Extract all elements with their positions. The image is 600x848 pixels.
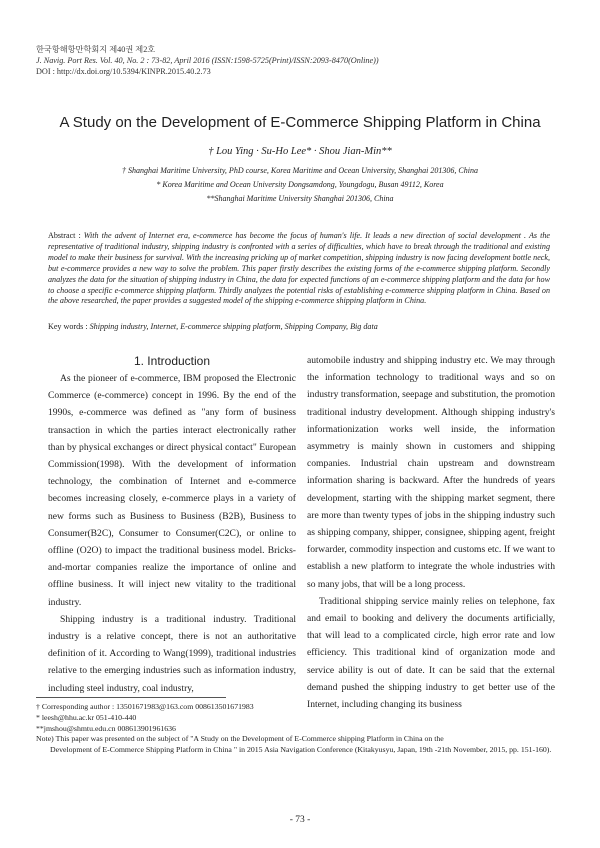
footnotes — [36, 702, 556, 756]
abstract — [48, 231, 550, 307]
right-column — [307, 352, 555, 713]
keywords-text: Shipping industry, Internet, E-commerce shipping platform, Shipping Company, Big data — [89, 322, 378, 331]
page-number: - 73 - — [289, 815, 311, 825]
footnote-email-3: **jmshou@shmtu.edu.cn 008613901961636 — [36, 723, 176, 733]
journal-header — [36, 44, 566, 77]
journal-citation: J. Navig. Port Res. Vol. 40, No. 2 : 73-82, April 2016 (ISSN:1598-5725(Print)/ISSN:2093-8470(Online)) — [36, 56, 379, 65]
abstract-text: With the advent of Internet era, e-commerce has become the focus of human's life. It leads a new direction of social development . As the representative of traditional industry, shipping industry is confronted with a series of difficulties, which have to break through the traditional and existing model to make their business for survival. With the increasing pricking up of market competition, shipping industry is now facing development bottle neck, but e-commerce provides a new way to solve the problem. This paper firstly describes the existing forms of the e-commerce shipping platform. Secondly analyzes the data for the situation of shipping industry in China, the data for expected functions of an e-commerce shipping platform and the data for how to choose a specific e-commerce shipping platform. Thirdly analyzes the potential risks of establishing e-commerce shipping platform in China. Based on the above researched, the paper provides a suggested model of the shipping e-commerce shipping platform in China. — [48, 231, 550, 306]
affiliation-1: † Shanghai Maritime University, PhD course, Korea Maritime and Ocean University, Shanghai 201306, China — [122, 166, 478, 175]
intro-paragraph-3: Traditional shipping service mainly relies on telephone, fax and email to booking and delivery the documents artificially, that will lead to a complicated circle, high error rate and low efficiency. This traditional kind of organization mode and service ability is out of date. It can be said that the external demand pushed the shipping industry to get better use of the Internet, including changing its business — [307, 595, 555, 711]
affiliation-2: * Korea Maritime and Ocean University Dongsamdong, Youngdogu, Busan 49112, Korea — [156, 180, 444, 189]
journal-korean-title: 한국항해항만학회지 제40권 제2호 — [36, 45, 156, 54]
footnote-divider — [36, 697, 226, 698]
footnote-email-2: * leesh@hhu.ac.kr 051-410-440 — [36, 712, 137, 722]
affiliation-3: **Shanghai Maritime University Shanghai 201306, China — [206, 194, 394, 203]
paper-title: A Study on the Development of E-Commerce Shipping Platform in China — [59, 114, 541, 131]
footnote-note-text: This paper was presented on the subject of "A Study on the Development of E-Commerce shipping Platform in China on the — [55, 734, 444, 744]
footnote-corresponding-author: † Corresponding author : 13501671983@163.com 008613501671983 — [36, 702, 254, 711]
intro-paragraph-2: Shipping industry is a traditional industry. Traditional industry is a relative concept, there is not an authoritative definition of it. According to Wang(1999), traditional industries relative to the emerging industries such as information industry, including steel industry, coal industry, — [48, 613, 296, 694]
intro-paragraph-continued: automobile industry and shipping industry etc. We may through the information technology to traditional ways and so on industry transformation, seepage and substitution, the promotion traditional industry development. Although shipping industry's informationization works well inside, the information asymmetry is mainly shown in customers and shipping companies. Industrial chain upstream and downstream information sharing is backward. After the hundreds of years development, starting with the shipping market segment, there are more than twenty types of jobs in the shipping industry such as shipping company, shipper, consignee, shipping agent, freight forwarder, commodity inspection and customs etc. If we want to establish a new platform to integrate the whole industries with so many jobs, that will be a long process. — [307, 355, 555, 590]
doi-link[interactable]: DOI : http://dx.doi.org/10.5394/KINPR.2015.40.2.73 — [36, 67, 211, 76]
keywords — [48, 322, 550, 331]
footnote-note — [36, 734, 556, 756]
intro-paragraph-1: As the pioneer of e-commerce, IBM proposed the Electronic Commerce (e-commerce) concept in 1996. By the end of the 1990s, e-commerce was defined as "any form of business transaction in which the parties interact electronically rather than by physical exchanges or direct physical contact" European Commission(1998). With the development of information technology, the combination of Internet and e-commerce becomes increasing closely, e-commerce plays in a variety of new forms such as Business to Business (B2B), Business to Consumer(B2C), Consumer to Consumer(C2C), or online to offline (O2O) to impact the traditional business model. Bricks-and-mortar companies realize the importance of online and offline business. It will inject new vitality to the traditional industry. — [48, 373, 296, 608]
author-list: † Lou Ying · Su-Ho Lee* · Shou Jian-Min** — [208, 146, 392, 157]
footnote-note-continued: Development of E-Commerce Shipping Platform in China " in 2015 Asia Navigation Conference (Kitakyusyu, Japan, 19th -21th November, 2015, pp. 151-160). — [50, 745, 552, 755]
section-heading-introduction: 1. Introduction — [133, 354, 211, 368]
footnote-note-label: Note) — [36, 734, 54, 744]
abstract-label: Abstract : — [48, 231, 81, 240]
left-column — [48, 352, 296, 697]
keywords-label: Key words : — [48, 322, 88, 331]
